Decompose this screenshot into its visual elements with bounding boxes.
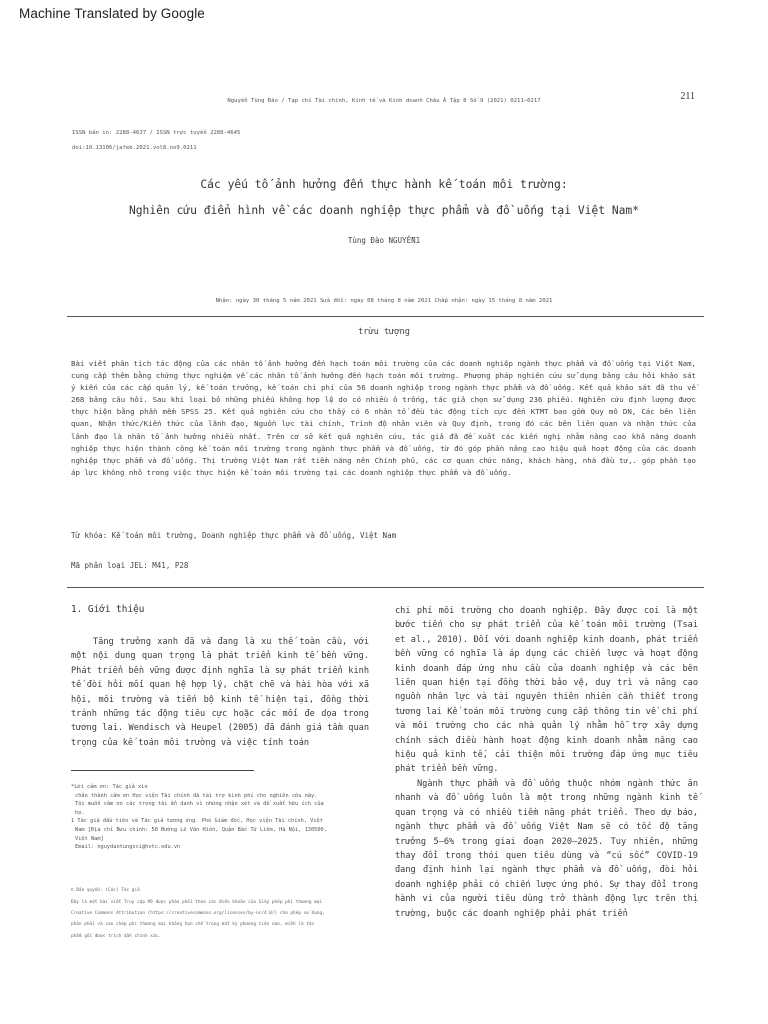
license-text: phân phối và sao chép phi thương mại không hạn chế trong bất kỳ phương tiện nào, miễn là tác: [71, 922, 315, 928]
acknowledgement-label: *Lời cảm ơn: Tác giả xin: [71, 784, 148, 790]
author-email: Email: nguydaotungsci@hvtc.edu.vn: [75, 844, 181, 851]
right-column: [395, 604, 698, 921]
license-text: Đây là một bài viết Truy cập Mở được phân phối theo các điều khoản của Giấy phép phi thương mại: [71, 899, 323, 905]
license-note: [71, 884, 371, 945]
license-text: Creative Commons Attribution (https://creativecommons.org/licenses/by-nc/4.0/) cho phép sử dụng,: [71, 910, 325, 916]
body-paragraph: chi phí môi trường cho doanh nghiệp. Đây được coi là một bước tiến cho sự phát triển của kế toán môi trường (Tsai et al., 2010). Đối với doanh nghiệp kinh doanh, phát triển bền vững có nghĩa là áp dụng các chiến lược và hoạt động kinh doanh đáp ứng nhu cầu của doanh nghiệp và các bên liên quan hiện tại đồng thời bảo vệ, duy trì và nâng cao nguồn nhân lực và tài nguyên thiên nhiên cần thiết trong tương lai Kế toán môi trường cung cấp thông tin về chi phí và môi trường cho các nhà quản lý nhằm hỗ trợ xây dựng chính sách điều hành hoạt động kinh doanh nhằm nâng cao hiệu quả kinh tế, cải thiện môi trường đáp ứng mục tiêu phát triển bền vững.: [395, 606, 698, 775]
acknowledgement-text: Tôi muốn cảm ơn các trọng tài ẩn danh vì những nhận xét và đề xuất hữu ích của: [75, 801, 324, 808]
author-address: Nam [Địa chỉ Bưu chính: 58 Đường Lê Văn Hiến, Quận Bắc Từ Liêm, Hà Nội, 130500,: [75, 826, 327, 833]
abstract-bottom-rule: [67, 587, 704, 588]
abstract-text: Bài viết phân tích tác động của các nhân tố ảnh hưởng đến hạch toán môi trường của các doanh nghiệp ngành thực phẩm và đồ uống tại Việt Nam, cung cấp thêm bằng chứng thực nghiệm về các nhân tố ảnh hưởng đến hạch toán môi trường. Phương pháp nghiên cứu sử dụng bảng câu hỏi khảo sát ý kiến của các cấp quản lý, kế toán trưởng, kế toán chi phí của 56 doanh nghiệp trong ngành thực phẩm và đồ uống. Kết quả khảo sát đã thu về 268 bảng câu hỏi. Sau khi loại bỏ những phiếu không hợp lệ do có nhiều ô trống, tác giả chọn sử dụng 236 phiếu. Nghiên cứu định lượng được thực hiện bằng phần mềm SPSS 25. Kết quả nghiên cứu cho thấy có 6 nhân tố đều tác động tích cực đến KTMT bao gồm Quy mô DN, Các bên liên quan, Nhận thức/Kiến thức của lãnh đạo, Nguồn lực tài chính, Trình độ nhân viên và Quy định, trong đó các bên liên quan và nhận thức của lãnh đạo là nhân tố ảnh hưởng nhiều nhất. Trên cơ sở kết quả nghiên cứu, tác giả đã đề xuất các kiến nghị nhằm nâng cao khả năng doanh nghiệp thực hiện thành công kế toán môi trường trong ngành thực phẩm và đồ uống, từ đó góp phần nâng cao hiệu quả hoạt động của các doanh nghiệp thực phẩm và đồ uống. Thị trường Việt Nam rất tiềm năng nên Chính phủ, các cơ quan chức năng, khách hàng, nhà đầu tư,. góp phần tạo áp lực không nhỏ trong việc thực hiện kế toán môi trường tại các doanh nghiệp thực phẩm và đồ uống.: [71, 359, 696, 477]
footnotes: [71, 783, 371, 852]
license-text: phẩm gốc được trích dẫn chính xác.: [71, 933, 161, 939]
author-name: Tùng Đào NGUYỄN1: [347, 236, 421, 245]
left-column: [71, 604, 369, 750]
machine-translation-banner: Machine Translated by Google: [19, 6, 205, 21]
issn-line: ISSN bản in: 2288-4637 / ISSN trực tuyến 2288-4645: [72, 130, 241, 136]
intro-paragraph: Tăng trưởng xanh đã và đang là xu thế toàn cầu, với một nội dung quan trọng là phát triển kinh tế bền vững. Phát triển bền vững được định nghĩa là sự phát triển kinh tế đòi hỏi mối quan hệ hợp lý, chặt chẽ và hài hòa với xã hội, môi trường và tiến bộ kinh tế hiện tại, đồng thời tránh những tác động tiêu cực hoặc các mối đe dọa trong tương lai. Wendisch và Heupel (2005) đã đánh giá tầm quan trọng của kế toán môi trường và việc tính toán: [71, 637, 369, 748]
jel-codes: Mã phân loại JEL: M41, P28: [71, 561, 189, 570]
section-heading: 1. Giới thiệu: [71, 604, 145, 615]
page-number: 211: [680, 91, 695, 102]
keywords: Từ khóa: Kế toán môi trường, Doanh nghiệp thực phẩm và đồ uống, Việt Nam: [71, 531, 397, 540]
footnote-rule: [71, 770, 254, 771]
author-address: Việt Nam]: [75, 835, 104, 842]
paper-title-line-1: Các yếu tố ảnh hưởng đến thực hành kế toán môi trường:: [200, 178, 568, 191]
acknowledgement-text: họ.: [75, 809, 85, 816]
author-note: 1 Tác giả đầu tiên và Tác giả tương ứng. Phó Giám đốc, Học viện Tài chính, Việt: [71, 818, 323, 825]
abstract-heading: trừu tượng: [358, 327, 410, 337]
body-paragraph: Ngành thực phẩm và đồ uống thuộc nhóm ngành thức ăn nhanh và đồ uống luôn là một trong những ngành kinh tế quan trọng và có nhiều tiềm năng phát triển. Theo dự báo, ngành thực phẩm và đồ uống Việt Nam sẽ có tốc độ tăng trưởng 5–6% trong giai đoạn 2020–2025. Tuy nhiên, những thay đổi trong thói quen tiêu dùng và “cú sốc” COVID-19 đang định hình lại ngành thực phẩm và đồ uống, đòi hỏi doanh nghiệp phải có chiến lược ứng phó. Sự thay đổi trong hành vi của người tiêu dùng trở thành động lực trên thị trường, buộc các doanh nghiệp phải phát triển: [395, 778, 698, 919]
abstract-top-rule: [67, 316, 704, 317]
acknowledgement-text: chân thành cảm ơn Học viện Tài chính đã tài trợ kinh phí cho nghiên cứu này.: [75, 792, 318, 799]
submission-dates: Nhận: ngày 30 tháng 5 năm 2021 Sửa đổi: ngày 08 tháng 8 năm 2021 Chấp nhận: ngày 15 tháng 8 năm 2021: [215, 298, 553, 304]
running-header: Nguyễn Tùng Đào / Tạp chí Tài chính, Kinh tế và Kinh doanh Châu Á Tập 8 Số 9 (2021) 0211–0217: [227, 98, 541, 104]
doi-line: doi:10.13106/jafeb.2021.vol8.no9.0211: [72, 145, 197, 151]
paper-title-line-2: Nghiên cứu điển hình về các doanh nghiệp thực phẩm và đồ uống tại Việt Nam*: [128, 204, 640, 217]
license-copyright: © Bản quyền: (Các) Tác giả: [71, 888, 140, 894]
